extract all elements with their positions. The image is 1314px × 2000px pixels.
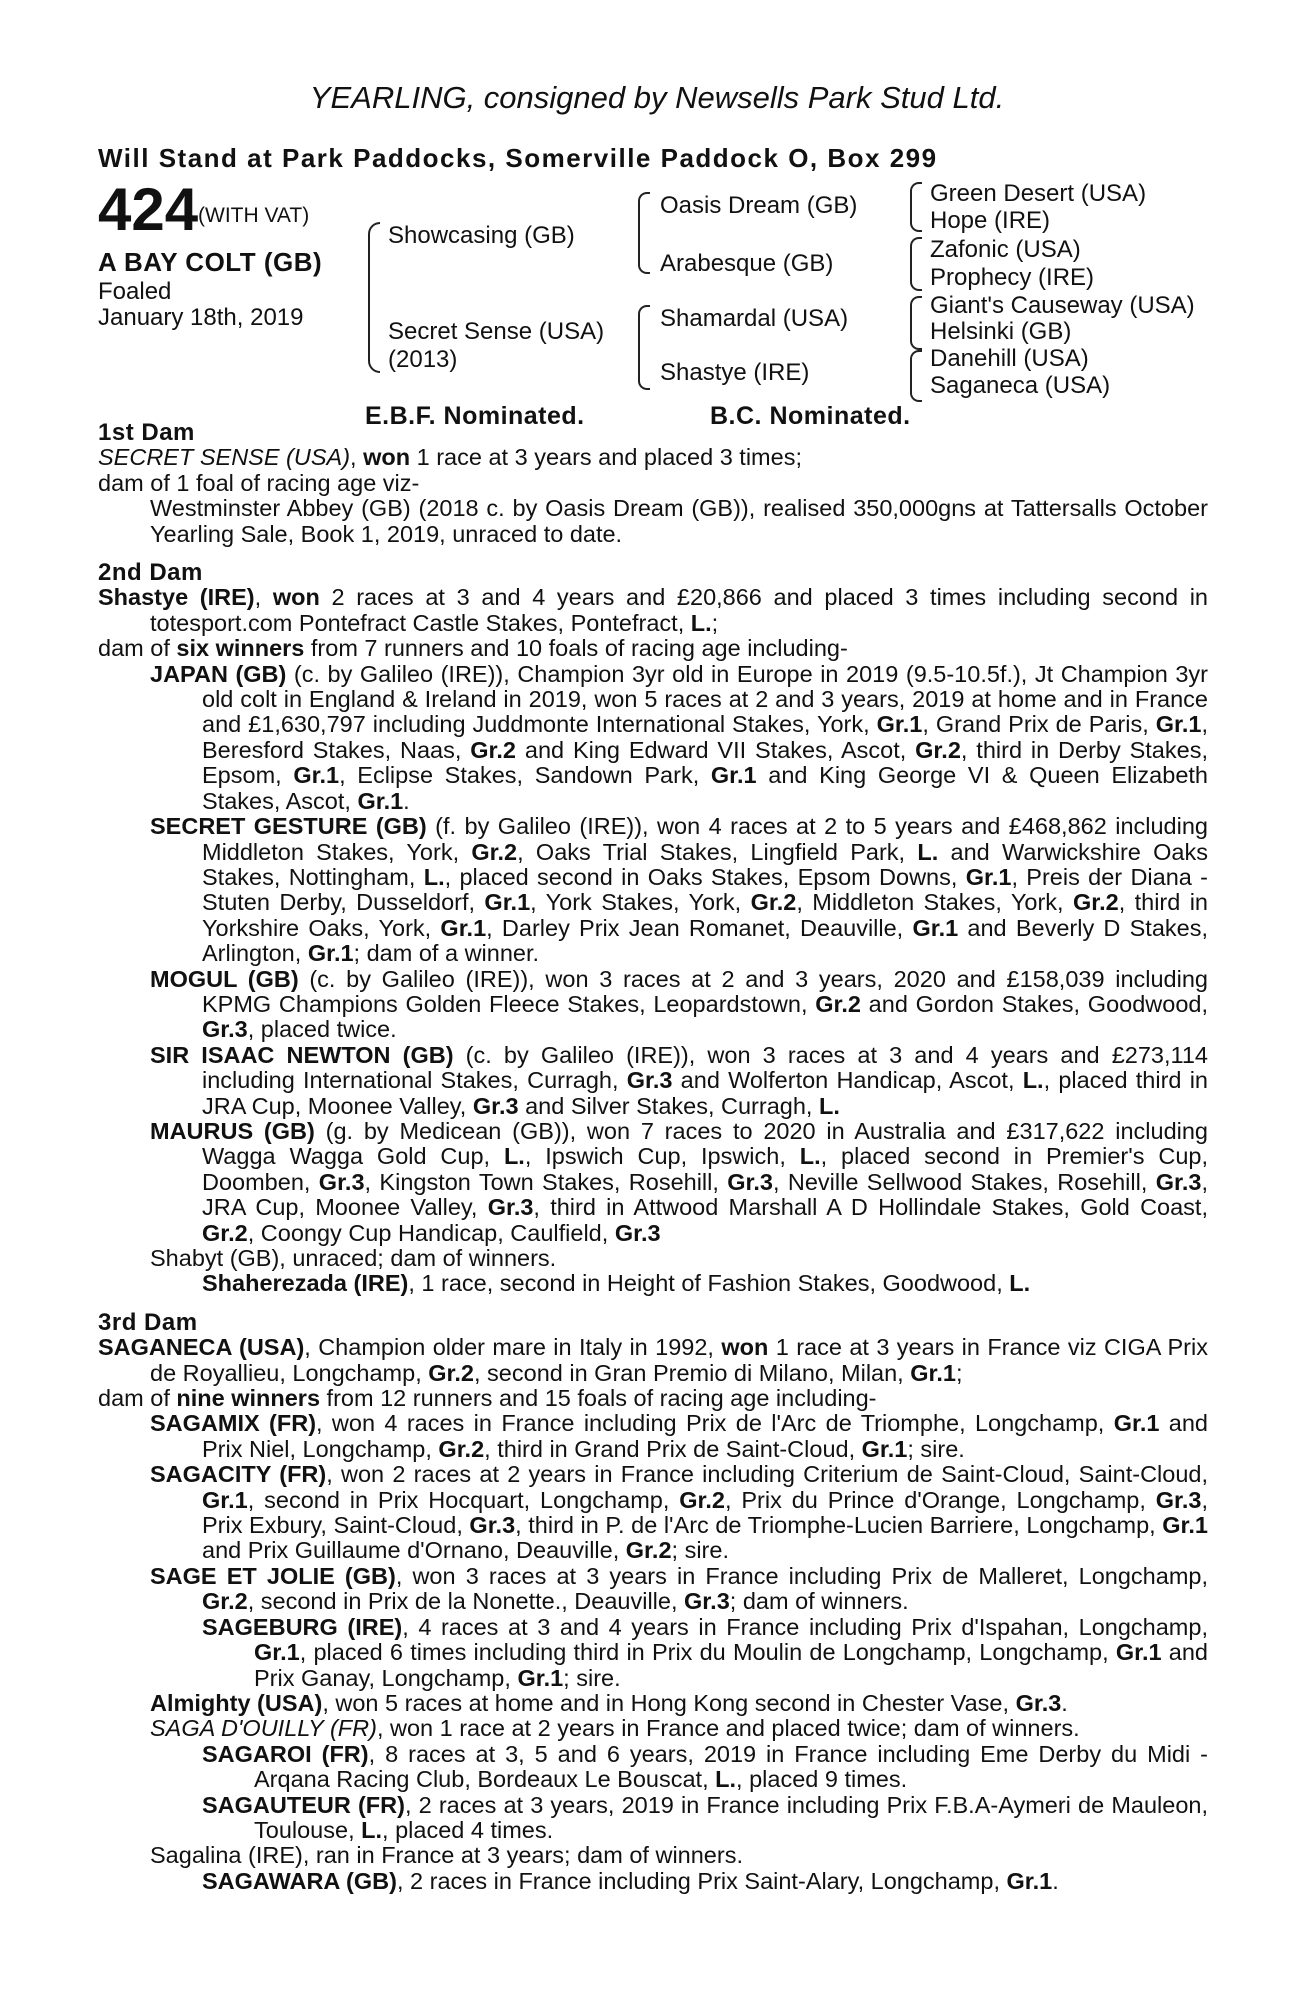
produce-saga-douilly: SAGA D'OUILLY (FR), won 1 race at 2 years in France and placed twice; dam of winners. [150,1715,1080,1742]
pedigree-dds: Danehill (USA) [930,345,1089,372]
pedigree-sds: Zafonic (USA) [930,236,1081,263]
first-dam-name: SECRET SENSE (USA) [98,444,351,471]
produce-sagamix: SAGAMIX (FR), won 4 races in France including Prix de l'Arc de Triomphe, Longchamp, Gr.1 and Prix Niel, Longchamp, Gr.2, third in Grand Prix de Saint-Cloud, Gr.1; sire. [150,1410,1208,1462]
horse-description: A BAY COLT (GB) [98,247,323,277]
first-dam-heading: 1st Dam [98,419,195,446]
produce-sageburg: SAGEBURG (IRE), 4 races at 3 and 4 years in France including Prix d'Ispahan, Longchamp, Gr.1, placed 6 times including third in Prix du Moulin de Longchamp, Longchamp, Gr.1 and Prix Ganay, Longchamp, Gr.1; sire. [202,1613,1208,1691]
bc-nominated: B.C. Nominated. [710,402,911,430]
pedigree-brace-2b [638,305,650,390]
produce-shaherezada: Shaherezada (IRE), 1 race, second in Height of Fashion Stakes, Goodwood, L. [202,1270,1031,1297]
first-dam-produce-westminster-abbey: Westminster Abbey (GB) (2018 c. by Oasis Dream (GB)), realised 350,000gns at Tattersalls October Yearling Sale, Book 1, 2019, unraced to date. [150,495,1208,547]
pedigree-dam-year: (2013) [388,346,458,373]
produce-shabyt: Shabyt (GB), unraced; dam of winners. [150,1245,557,1271]
produce-mogul: MOGUL (GB) (c. by Galileo (IRE)), won 3 races at 2 and 3 years, 2020 and £158,039 including KPMG Champions Golden Fleece Stakes, Leopardstown, Gr.2 and Gordon Stakes, Goodwood, Gr.3, placed twice. [150,965,1209,1043]
first-dam-record: 1 race at 3 years and placed 3 times; [410,444,802,471]
first-dam-produce-intro: dam of 1 foal of racing age viz- [98,469,420,496]
produce-maurus: MAURUS (GB) (g. by Medicean (GB)), won 7 races to 2020 in Australia and £317,622 including Wagga Wagga Gold Cup, L., Ipswich Cup, Ipswich, L., placed second in Premier's Cup, Doomben, Gr.3, Kingston Town Stakes, Rosehill, Gr.3, Neville Sellwood Stakes, Rosehill, Gr.3, JRA Cup, Moonee Valley, Gr.3, third in Attwood Marshall A D Hollindale Stakes, Gold Coast, Gr.2, Coongy Cup Handicap, Caulfield, Gr.3 [150,1117,1208,1246]
pedigree-sire-sire: Oasis Dream (GB) [660,192,858,219]
pedigree-dam: Secret Sense (USA) [388,318,605,345]
catalogue-body [98,420,1208,1894]
produce-sagacity: SAGACITY (FR), won 2 races at 2 years in France including Criterium de Saint-Cloud, Saint-Cloud, Gr.1, second in Prix Hocquart, Longchamp, Gr.2, Prix du Prince d'Orange, Longchamp, Gr.3, Prix Exbury, Saint-Cloud, Gr.3, third in P. de l'Arc de Triomphe-Lucien Barriere, Longchamp, Gr.1 and Prix Guillaume d'Ornano, Deauville, Gr.2; sire. [150,1461,1208,1564]
pedigree-dss: Giant's Causeway (USA) [930,292,1195,319]
first-dam-line: SECRET SENSE (USA), won 1 race at 3 years and placed 3 times; [98,444,802,471]
second-dam-heading: 2nd Dam [98,559,203,587]
produce-almighty: Almighty (USA), won 5 races at home and in Hong Kong second in Chester Vase, Gr.3. [150,1689,1068,1716]
pedigree-brace-3d [910,350,922,402]
produce-sage-et-jolie: SAGE ET JOLIE (GB), won 3 races at 3 years in France including Prix de Malleret, Longchamp, Gr.2, second in Prix de la Nonette., Deauville, Gr.3; dam of winners. [150,1562,1208,1615]
page-title: YEARLING, consigned by Newsells Park Stud Ltd. [309,80,1005,115]
ebf-nominated: E.B.F. Nominated. [365,402,585,430]
pedigree-sdd: Prophecy (IRE) [930,264,1095,291]
produce-sagauteur: SAGAUTEUR (FR), 2 races at 3 years, 2019 in France including Prix F.B.A-Aymeri de Mauleon, Toulouse, L., placed 4 times. [202,1791,1209,1843]
pedigree-brace-3b [910,237,922,291]
pedigree-ssd: Hope (IRE) [930,207,1051,234]
produce-secret-gesture: SECRET GESTURE (GB) (f. by Galileo (IRE)), won 4 races at 2 to 5 years and £468,862 including Middleton Stakes, York, Gr.2, Oaks Trial Stakes, Lingfield Park, L. and Warwickshire Oaks Stakes, Nottingham, L., placed second in Oaks Stakes, Epsom Downs, Gr.1, Preis der Diana - Stuten Derby, Dusseldorf, Gr.1, York Stakes, York, Gr.2, Middleton Stakes, York, Gr.2, third in Yorkshire Oaks, York, Gr.1, Darley Prix Jean Romanet, Deauville, Gr.1 and Beverly D Stakes, Arlington, Gr.1; dam of a winner. [150,813,1208,967]
produce-japan: JAPAN (GB) (c. by Galileo (IRE)), Champion 3yr old in Europe in 2019 (9.5-10.5f.), Jt Champion 3yr old colt in England & Ireland in 2019, won 5 races at 2 and 3 years, 2019 at home and in France and £1,630,797 including Juddmonte International Stakes, York, Gr.1, Grand Prix de Paris, Gr.1, Beresford Stakes, Naas, Gr.2 and King Edward VII Stakes, Ascot, Gr.2, third in Derby Stakes, Epsom, Gr.1, Eclipse Stakes, Sandown Park, Gr.1 and King George VI & Queen Elizabeth Stakes, Ascot, Gr.1. [150,660,1208,814]
pedigree-dam-dam: Shastye (IRE) [660,359,810,386]
pedigree-brace-3a [910,182,922,232]
third-dam-entry: SAGANECA (USA), Champion older mare in Italy in 1992, won 1 race at 3 years in France viz CIGA Prix de Royallieu, Longchamp, Gr.2, second in Gran Premio di Milano, Milan, Gr.1; [98,1334,1208,1386]
pedigree-dsd: Helsinki (GB) [930,318,1072,345]
produce-sagawara: SAGAWARA (GB), 2 races in France including Prix Saint-Alary, Longchamp, Gr.1. [202,1867,1059,1894]
foaled-label: Foaled [98,278,172,305]
pedigree-brace-2a [638,192,650,274]
pedigree-dam-sire: Shamardal (USA) [660,305,849,332]
pedigree-ddd: Saganeca (USA) [930,372,1111,399]
produce-sir-isaac-newton: SIR ISAAC NEWTON (GB) (c. by Galileo (IRE)), won 3 races at 3 and 4 years and £273,114 including International Stakes, Curragh, Gr.3 and Wolferton Handicap, Ascot, L., placed third in JRA Cup, Moonee Valley, Gr.3 and Silver Stakes, Curragh, L. [150,1041,1208,1119]
second-dam-entry: Shastye (IRE), won 2 races at 3 and 4 years and £20,866 and placed 3 times including second in totesport.com Pontefract Castle Stakes, Pontefract, L.; [98,584,1208,636]
pedigree-brace-1 [368,222,380,373]
lot-number: 424 [98,176,199,243]
third-dam-heading: 3rd Dam [98,1308,198,1336]
vat-label: (WITH VAT) [198,204,310,227]
pedigree-sss: Green Desert (USA) [930,180,1147,207]
pedigree-sire-dam: Arabesque (GB) [660,250,834,277]
produce-sagaroi: SAGAROI (FR), 8 races at 3, 5 and 6 years, 2019 in France including Eme Derby du Midi - Arqana Racing Club, Bordeaux Le Bouscat, L., placed 9 times. [202,1740,1208,1793]
produce-sagalina: Sagalina (IRE), ran in France at 3 years; dam of winners. [150,1842,743,1869]
pedigree-sire: Showcasing (GB) [388,222,575,249]
stand-location: Will Stand at Park Paddocks, Somerville Paddock O, Box 299 [98,143,938,173]
second-dam-produce-intro: dam of six winners from 7 runners and 10 foals of racing age including- [98,635,848,662]
foaled-date: January 18th, 2019 [98,304,304,331]
pedigree-brace-3c [910,296,922,350]
first-dam-won: won [363,444,411,471]
third-dam-produce-intro: dam of nine winners from 12 runners and 15 foals of racing age including- [98,1385,877,1412]
